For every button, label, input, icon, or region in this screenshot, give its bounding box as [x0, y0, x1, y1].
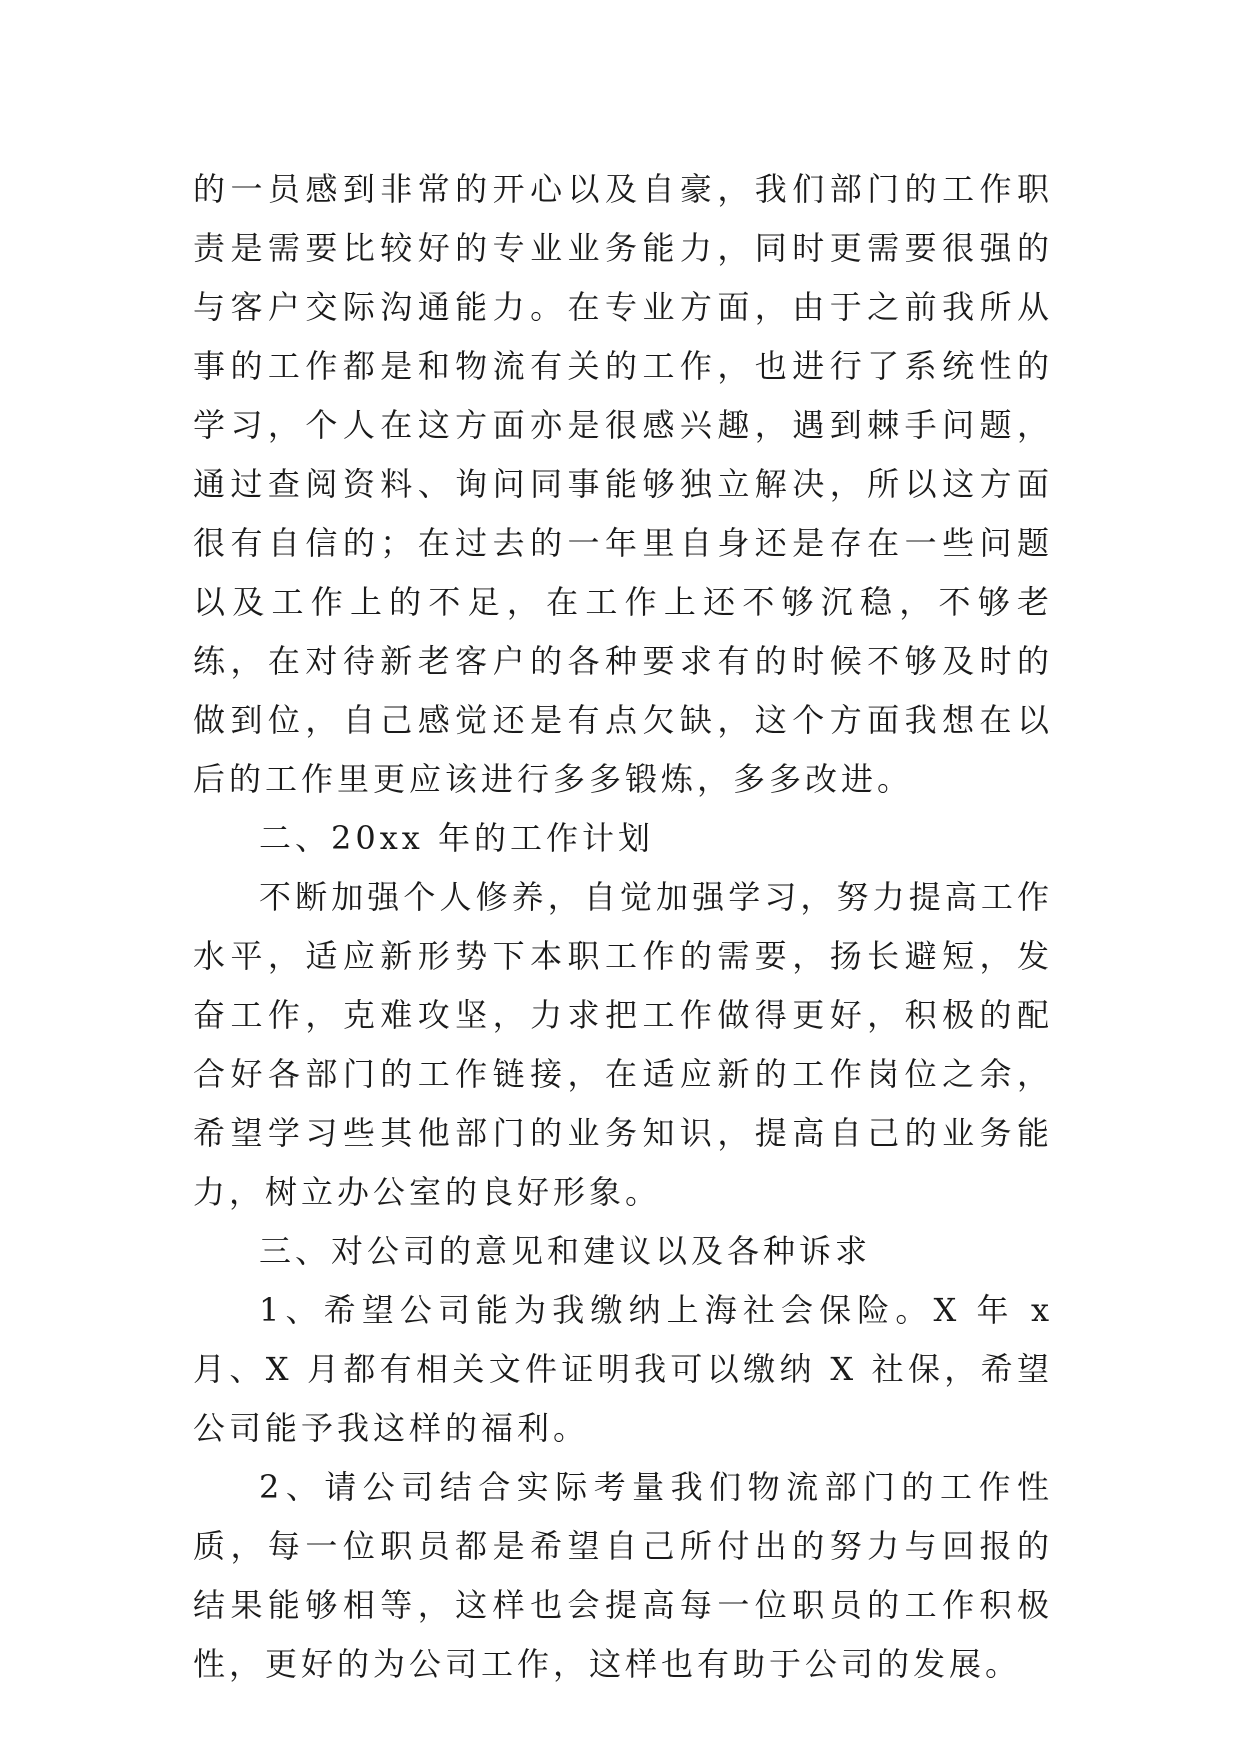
section-heading-suggestions: 三、对公司的意见和建议以及各种诉求: [259, 1232, 872, 1270]
paragraph-suggestion-1: 1、希望公司能为我缴纳上海社会保险。X 年 x 月、X 月都有相关文件证明我可以缴纳 X 社保，希望公司能予我这样的福利。: [193, 1291, 1053, 1447]
document-body: [193, 160, 1053, 1694]
section-heading-work-plan: 二、20xx 年的工作计划: [259, 819, 654, 857]
paragraph-suggestion-2: 2、请公司结合实际考量我们物流部门的工作性质，每一位职员都是希望自己所付出的努力与回报的结果能够相等，这样也会提高每一位职员的工作积极性，更好的为公司工作，这样也有助于公司的发展。: [193, 1468, 1053, 1683]
paragraph-continuation: 的一员感到非常的开心以及自豪，我们部门的工作职责是需要比较好的专业业务能力，同时更需要很强的与客户交际沟通能力。在专业方面，由于之前我所从事的工作都是和物流有关的工作，也进行了系统性的学习，个人在这方面亦是很感兴趣，遇到棘手问题，通过查阅资料、询问同事能够独立解决，所以这方面很有自信的；在过去的一年里自身还是存在一些问题以及工作上的不足，在工作上还不够沉稳，不够老练，在对待新老客户的各种要求有的时候不够及时的做到位，自己感觉还是有点欠缺，这个方面我想在以后的工作里更应该进行多多锻炼，多多改进。: [193, 170, 1053, 798]
paragraph-work-plan: 不断加强个人修养，自觉加强学习，努力提高工作水平，适应新形势下本职工作的需要，扬长避短，发奋工作，克难攻坚，力求把工作做得更好，积极的配合好各部门的工作链接，在适应新的工作岗位之余，希望学习些其他部门的业务知识，提高自己的业务能力，树立办公室的良好形象。: [193, 878, 1053, 1211]
